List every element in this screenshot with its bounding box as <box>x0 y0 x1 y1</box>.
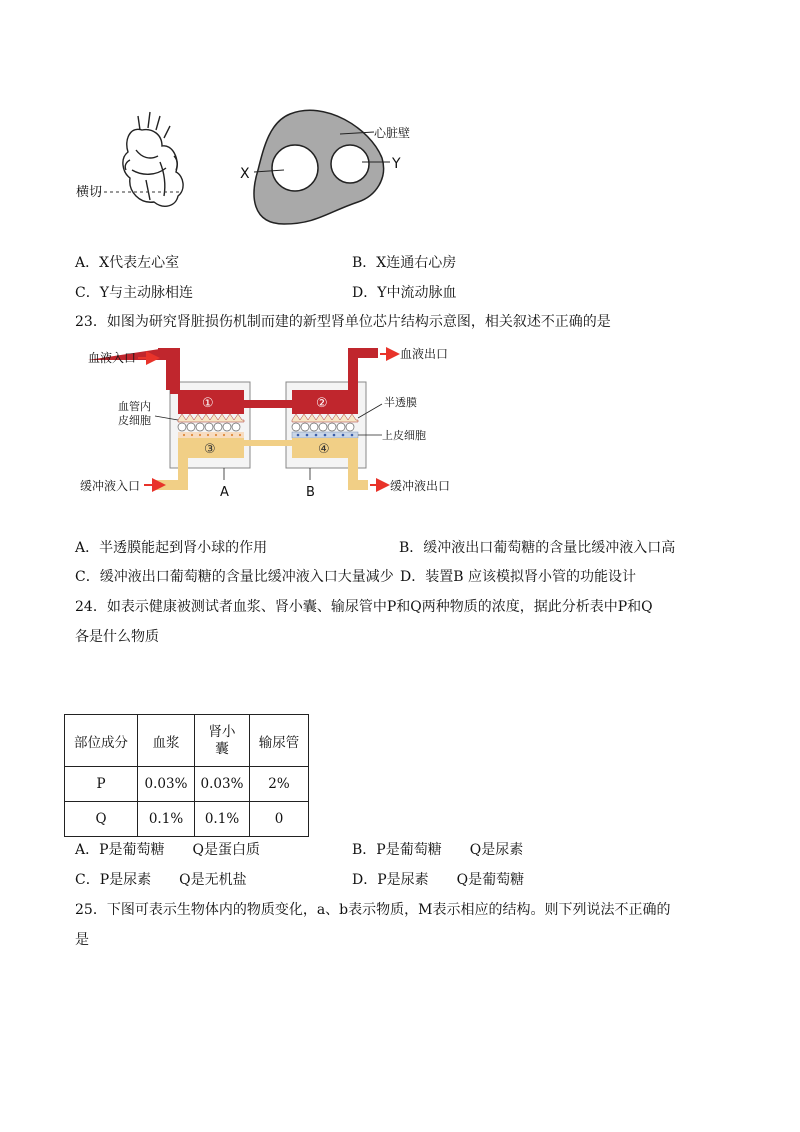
label-n2: ② <box>316 396 328 411</box>
table-cell: 0.03% <box>138 767 195 802</box>
blood-bridge <box>244 400 292 408</box>
table-header-cell: 肾小囊 <box>195 715 250 767</box>
table-row <box>65 802 309 837</box>
label-buffer-out: 缓冲液出口 <box>390 479 451 493</box>
label-n4: ④ <box>318 442 330 457</box>
label-x: X <box>240 166 250 182</box>
table-header-row <box>65 715 309 767</box>
q24-option-a: A．P是葡萄糖 Q是蛋白质 <box>75 842 261 858</box>
q24-option-d: D．P是尿素 Q是葡萄糖 <box>352 872 525 888</box>
q23-option-d: D．装置B 应该模拟肾小管的功能设计 <box>400 569 636 585</box>
table-cell: 0 <box>250 802 309 837</box>
q24-stem-line1: 24．如表示健康被测试者血浆、肾小囊、输尿管中P和Q两种物质的浓度，据此分析表中P和Q <box>75 599 653 615</box>
table-header-cell: 输尿管 <box>250 715 309 767</box>
label-y: Y <box>392 156 401 172</box>
table-cell: P <box>65 767 138 802</box>
q24-option-c: C．P是尿素 Q是无机盐 <box>75 872 247 888</box>
label-device-a: A <box>220 485 229 500</box>
table-header-cell: 血浆 <box>138 715 195 767</box>
q23-option-b: B．缓冲液出口葡萄糖的含量比缓冲液入口高 <box>399 540 676 556</box>
table-header-cell: 部位成分 <box>65 715 138 767</box>
table-row <box>65 767 309 802</box>
q23-option-c: C．缓冲液出口葡萄糖的含量比缓冲液入口大量减少 <box>75 569 394 585</box>
label-membrane: 半透膜 <box>384 396 417 409</box>
label-endothelial-2: 皮细胞 <box>118 414 151 427</box>
q22-option-a: A．X代表左心室 <box>75 255 180 271</box>
concentration-table <box>64 714 309 837</box>
table-cell: 2% <box>250 767 309 802</box>
label-blood-out: 血液出口 <box>400 347 449 361</box>
label-epithelial: 上皮细胞 <box>382 429 426 442</box>
chamber-x <box>272 145 318 191</box>
cut-label: 横切 <box>76 185 103 200</box>
kidney-chip-figure <box>78 340 478 510</box>
q22-option-d: D．Y中流动脉血 <box>352 285 457 301</box>
q23-option-a: A．半透膜能起到肾小球的作用 <box>75 540 268 556</box>
label-n3: ③ <box>204 442 216 457</box>
q25-stem-line1: 25．下图可表示生物体内的物质变化，a、b表示物质，M表示相应的结构。则下列说法不正确的 <box>75 902 671 918</box>
label-blood-in: 血液入口 <box>88 351 137 365</box>
q22-option-c: C．Y与主动脉相连 <box>75 285 193 301</box>
label-n1: ① <box>202 396 214 411</box>
label-endothelial-1: 血管内 <box>118 400 151 413</box>
q23-stem: 23．如图为研究肾脏损伤机制而建的新型肾单位芯片结构示意图，相关叙述不正确的是 <box>75 314 611 330</box>
q24-stem-line2: 各是什么物质 <box>75 629 159 645</box>
q25-stem-line2: 是 <box>75 932 89 948</box>
chamber-y <box>331 145 369 183</box>
table-cell: 0.1% <box>138 802 195 837</box>
label-heart-wall: 心脏壁 <box>374 126 411 140</box>
q22-option-b: B．X连通右心房 <box>352 255 457 271</box>
table-cell: Q <box>65 802 138 837</box>
heart-cross-section-figure <box>70 100 430 230</box>
q24-option-b: B．P是葡萄糖 Q是尿素 <box>352 842 524 858</box>
label-device-b: B <box>306 485 315 500</box>
label-buffer-in: 缓冲液入口 <box>80 479 141 493</box>
table-cell: 0.03% <box>195 767 250 802</box>
buffer-bridge <box>244 440 292 446</box>
table-cell: 0.1% <box>195 802 250 837</box>
